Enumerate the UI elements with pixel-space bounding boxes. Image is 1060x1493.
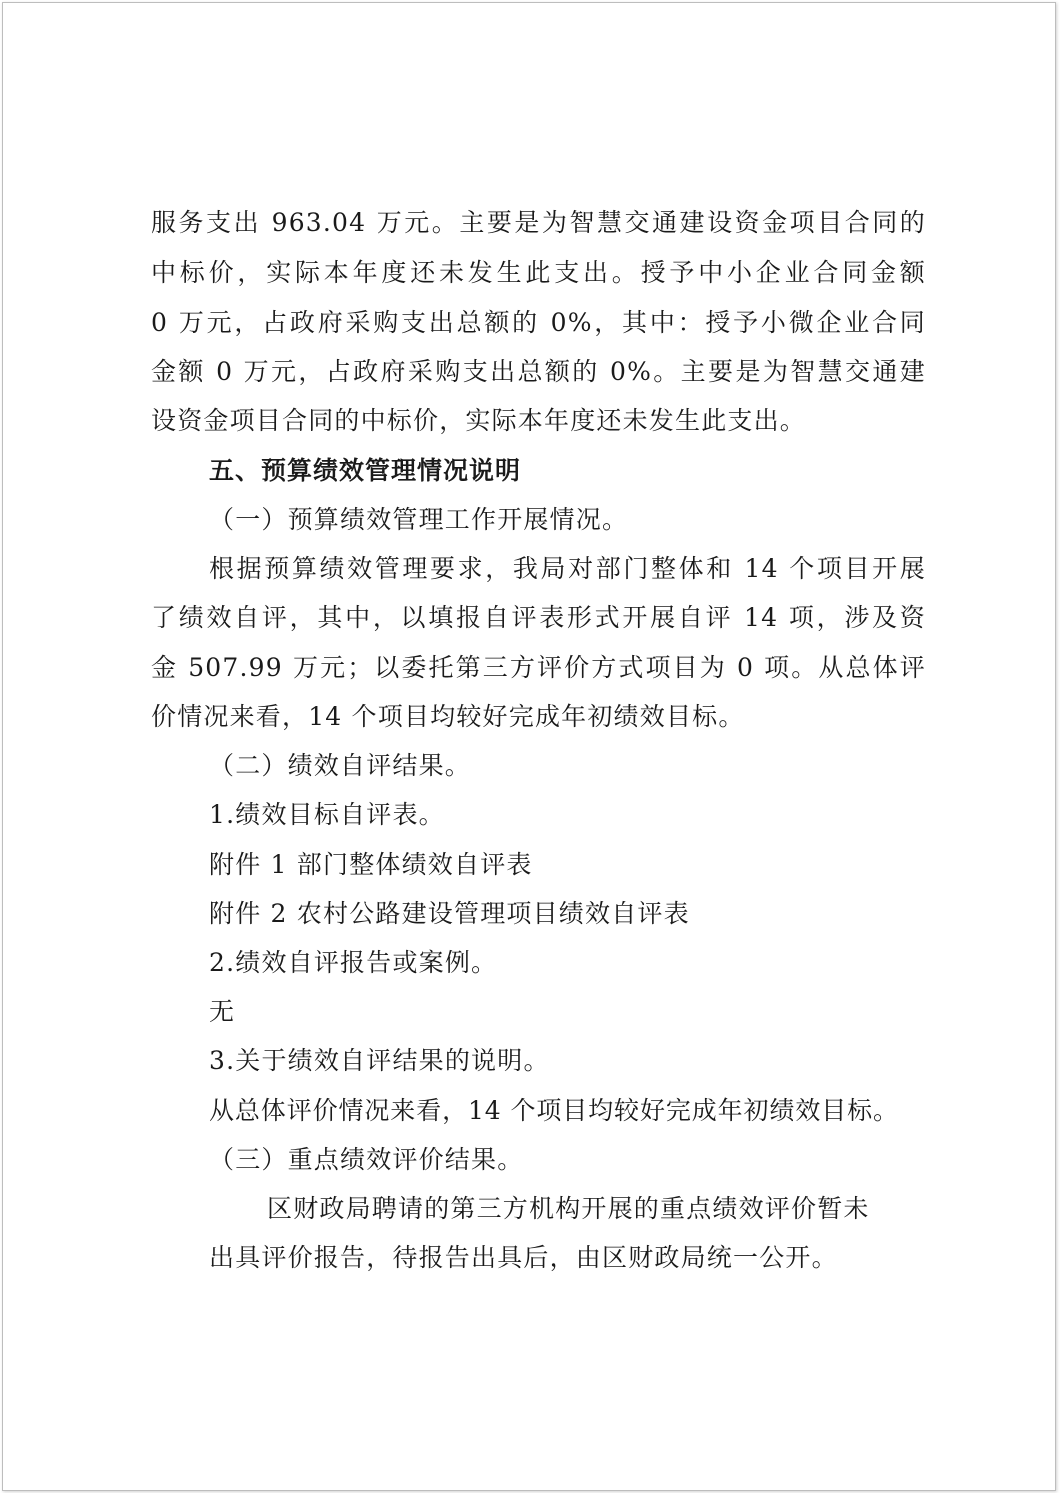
work-line-1: 根据预算绩效管理要求，我局对部门整体和 14 个项目开展 (209, 554, 926, 583)
procurement-line-3: 0 万元，占政府采购支出总额的 0%，其中：授予小微企业合同 (151, 308, 926, 337)
attachment-1: 附件 1 部门整体绩效自评表 (209, 850, 533, 879)
procurement-line-4: 金额 0 万元，占政府采购支出总额的 0%。主要是为智慧交通建 (151, 357, 926, 386)
attachment-2: 附件 2 农村公路建设管理项目绩效自评表 (209, 899, 690, 928)
item-2-content: 无 (209, 997, 236, 1026)
section-heading: 五、预算绩效管理情况说明 (209, 456, 522, 485)
work-line-4: 价情况来看，14 个项目均较好完成年初绩效目标。 (151, 702, 745, 731)
item-2-title: 2.绩效自评报告或案例。 (209, 948, 498, 977)
work-line-3: 金 507.99 万元；以委托第三方评价方式项目为 0 项。从总体评 (151, 653, 926, 682)
key-eval-line-1: 区财政局聘请的第三方机构开展的重点绩效评价暂未 (267, 1194, 870, 1223)
key-eval-line-2: 出具评价报告，待报告出具后，由区财政局统一公开。 (209, 1243, 838, 1272)
subheading-work-status: （一）预算绩效管理工作开展情况。 (209, 505, 629, 534)
procurement-line-5: 设资金项目合同的中标价，实际本年度还未发生此支出。 (151, 406, 807, 435)
item-3-content: 从总体评价情况来看，14 个项目均较好完成年初绩效目标。 (209, 1096, 899, 1125)
subheading-self-eval-results: （二）绩效自评结果。 (209, 751, 472, 780)
subheading-key-eval-results: （三）重点绩效评价结果。 (209, 1145, 524, 1174)
work-line-2: 了绩效自评，其中，以填报自评表形式开展自评 14 项，涉及资 (151, 603, 926, 632)
item-1-title: 1.绩效目标自评表。 (209, 800, 445, 829)
procurement-line-2: 中标价，实际本年度还未发生此支出。授予中小企业合同金额 (151, 258, 926, 287)
document-page (2, 2, 1056, 1491)
item-3-title: 3.关于绩效自评结果的说明。 (209, 1046, 550, 1075)
procurement-line-1: 服务支出 963.04 万元。主要是为智慧交通建设资金项目合同的 (151, 208, 926, 237)
